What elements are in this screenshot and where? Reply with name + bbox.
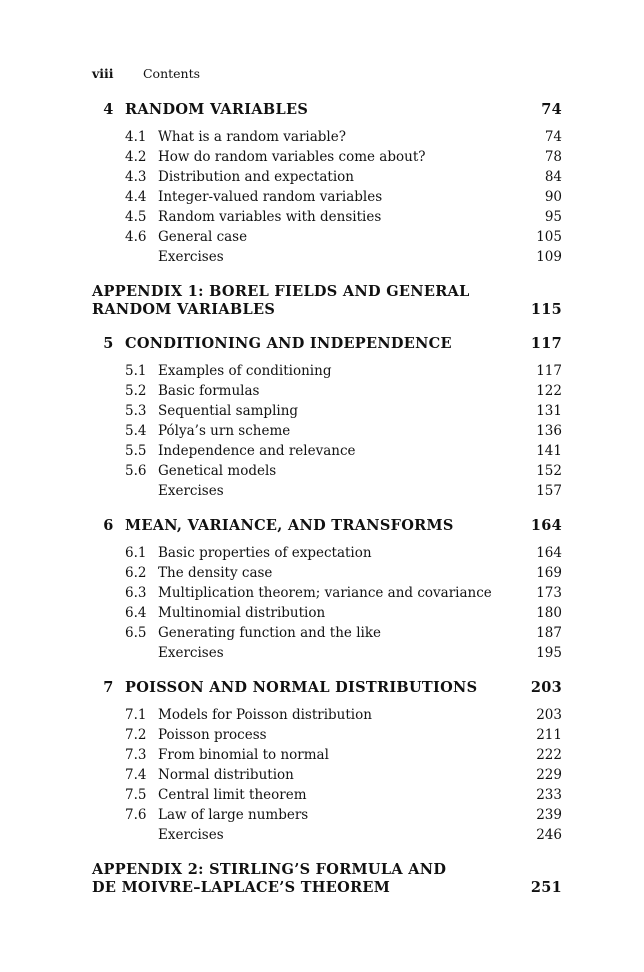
section-entry[interactable] (92, 461, 562, 481)
section-title: Distribution and expectation (158, 169, 354, 185)
table-of-contents (92, 101, 562, 897)
section-entry[interactable] (92, 603, 562, 623)
section-number (125, 643, 158, 663)
chapter-page: 203 (530, 679, 562, 696)
section-entry[interactable] (92, 381, 562, 401)
section-page: 173 (536, 585, 562, 601)
section-title: Random variables with densities (158, 209, 382, 225)
running-header (92, 66, 200, 81)
section-number: 7.6 (125, 807, 147, 823)
section-page: 211 (536, 727, 562, 743)
section-title: From binomial to normal (158, 747, 329, 763)
section-page: 117 (536, 363, 562, 379)
section-page: 169 (536, 565, 562, 581)
section-page: 157 (536, 483, 562, 499)
section-page: 246 (536, 827, 562, 843)
section-list (92, 543, 562, 663)
section-page: 239 (536, 807, 562, 823)
chapter-7 (92, 679, 562, 845)
chapter-page: 74 (541, 101, 562, 118)
section-entry[interactable] (92, 401, 562, 421)
section-entry[interactable] (92, 127, 562, 147)
chapter-number: 7 (103, 679, 114, 696)
appendix-1-title-line1: APPENDIX 1: BOREL FIELDS AND GENERAL (92, 283, 470, 300)
section-page: 84 (544, 169, 562, 185)
chapter-number: 4 (103, 101, 114, 118)
section-title: The density case (158, 565, 273, 581)
section-page: 233 (536, 787, 562, 803)
section-title: Models for Poisson distribution (158, 707, 372, 723)
section-entry[interactable] (92, 441, 562, 461)
section-entry[interactable] (92, 643, 562, 663)
section-title: Exercises (158, 483, 224, 499)
section-page: 229 (536, 767, 562, 783)
section-number: 4.2 (125, 149, 147, 165)
section-entry[interactable] (92, 147, 562, 167)
running-title: Contents (142, 66, 201, 81)
section-title: General case (158, 229, 248, 245)
section-number: 7.5 (125, 787, 147, 803)
section-entry[interactable] (92, 825, 562, 845)
section-title: Sequential sampling (158, 403, 299, 419)
section-page: 152 (536, 463, 562, 479)
section-page: 187 (536, 625, 562, 641)
section-page: 74 (544, 129, 562, 145)
section-number: 5.2 (125, 383, 147, 399)
section-number: 7.3 (125, 747, 147, 763)
section-entry[interactable] (92, 207, 562, 227)
section-entry[interactable] (92, 247, 562, 267)
section-entry[interactable] (92, 481, 562, 501)
section-title: Generating function and the like (158, 625, 382, 641)
section-page: 109 (536, 249, 562, 265)
chapter-title: POISSON AND NORMAL DISTRIBUTIONS (125, 679, 478, 696)
section-number: 4.5 (125, 209, 147, 225)
section-number (125, 247, 158, 267)
section-title: Basic properties of expectation (158, 545, 372, 561)
section-title: Exercises (158, 645, 224, 661)
section-number: 7.1 (125, 707, 147, 723)
section-number: 7.4 (125, 767, 147, 783)
section-entry[interactable] (92, 745, 562, 765)
section-page: 195 (536, 645, 562, 661)
section-number (125, 825, 158, 845)
section-number: 5.3 (125, 403, 147, 419)
section-title: Law of large numbers (158, 807, 309, 823)
chapter-4 (92, 101, 562, 267)
chapter-6 (92, 517, 562, 663)
appendix-1-entry[interactable] (92, 283, 562, 319)
section-entry[interactable] (92, 785, 562, 805)
chapter-page: 117 (530, 335, 562, 352)
section-number: 4.6 (125, 229, 147, 245)
chapter-heading[interactable] (92, 679, 562, 697)
section-page: 164 (536, 545, 562, 561)
section-entry[interactable] (92, 563, 562, 583)
chapter-title: RANDOM VARIABLES (125, 101, 309, 118)
section-entry[interactable] (92, 583, 562, 603)
chapter-number: 5 (103, 335, 114, 352)
section-title: Poisson process (158, 727, 267, 743)
appendix-1-title-line2: RANDOM VARIABLES (92, 301, 276, 318)
section-title: Integer-valued random variables (158, 189, 383, 205)
section-title: Multiplication theorem; variance and covariance (158, 585, 492, 601)
section-number: 7.2 (125, 727, 147, 743)
chapter-heading[interactable] (92, 335, 562, 353)
section-entry[interactable] (92, 361, 562, 381)
section-entry[interactable] (92, 725, 562, 745)
chapter-title: MEAN, VARIANCE, AND TRANSFORMS (125, 517, 454, 534)
section-page: 90 (544, 189, 562, 205)
section-title: How do random variables come about? (158, 149, 426, 165)
section-list (92, 705, 562, 845)
section-number: 4.1 (125, 129, 147, 145)
section-number: 5.6 (125, 463, 147, 479)
chapter-title: CONDITIONING AND INDEPENDENCE (125, 335, 452, 352)
section-page: 105 (536, 229, 562, 245)
section-list (92, 361, 562, 501)
section-entry[interactable] (92, 623, 562, 643)
chapter-heading[interactable] (92, 101, 562, 119)
chapter-5 (92, 335, 562, 501)
section-number: 5.5 (125, 443, 147, 459)
section-entry[interactable] (92, 705, 562, 725)
chapter-block (92, 101, 562, 267)
chapter-page: 164 (530, 517, 562, 534)
section-title: Examples of conditioning (158, 363, 332, 379)
section-number: 6.2 (125, 565, 147, 581)
section-entry[interactable] (92, 227, 562, 247)
chapter-number: 6 (103, 517, 114, 534)
section-page: 78 (544, 149, 562, 165)
section-page: 141 (536, 443, 562, 459)
section-page: 203 (536, 707, 562, 723)
section-title: Exercises (158, 827, 224, 843)
appendix-1-page: 115 (530, 301, 562, 318)
section-page: 122 (536, 383, 562, 399)
chapter-heading[interactable] (92, 517, 562, 535)
section-page: 222 (536, 747, 562, 763)
appendix-2-title-line2: DE MOIVRE–LAPLACE’S THEOREM (92, 879, 391, 896)
section-title: Central limit theorem (158, 787, 307, 803)
section-entry[interactable] (92, 765, 562, 785)
section-title: Pólya’s urn scheme (158, 423, 291, 439)
section-title: Multinomial distribution (158, 605, 326, 621)
section-number: 6.3 (125, 585, 147, 601)
section-number: 5.1 (125, 363, 147, 379)
appendix-2-title-line1: APPENDIX 2: STIRLING’S FORMULA AND (92, 861, 447, 878)
section-entry[interactable] (92, 543, 562, 563)
page-number: viii (92, 66, 114, 81)
appendix-2-entry[interactable] (92, 861, 562, 897)
section-page: 95 (544, 209, 562, 225)
section-number: 6.4 (125, 605, 147, 621)
section-title: Independence and relevance (158, 443, 356, 459)
appendix-2-page: 251 (530, 879, 562, 896)
section-entry[interactable] (92, 805, 562, 825)
section-entry[interactable] (92, 421, 562, 441)
section-number: 6.1 (125, 545, 147, 561)
section-number: 4.4 (125, 189, 147, 205)
section-entry[interactable] (92, 187, 562, 207)
section-page: 136 (536, 423, 562, 439)
section-page: 131 (536, 403, 562, 419)
section-title: Exercises (158, 249, 224, 265)
section-title: Normal distribution (158, 767, 294, 783)
section-number: 4.3 (125, 169, 147, 185)
section-list (92, 127, 562, 267)
section-title: Basic formulas (158, 383, 260, 399)
section-number: 5.4 (125, 423, 147, 439)
section-number (125, 481, 158, 501)
section-title: What is a random variable? (158, 129, 346, 145)
chapters-block (92, 335, 562, 845)
section-title: Genetical models (158, 463, 277, 479)
section-entry[interactable] (92, 167, 562, 187)
section-number: 6.5 (125, 625, 147, 641)
section-page: 180 (536, 605, 562, 621)
